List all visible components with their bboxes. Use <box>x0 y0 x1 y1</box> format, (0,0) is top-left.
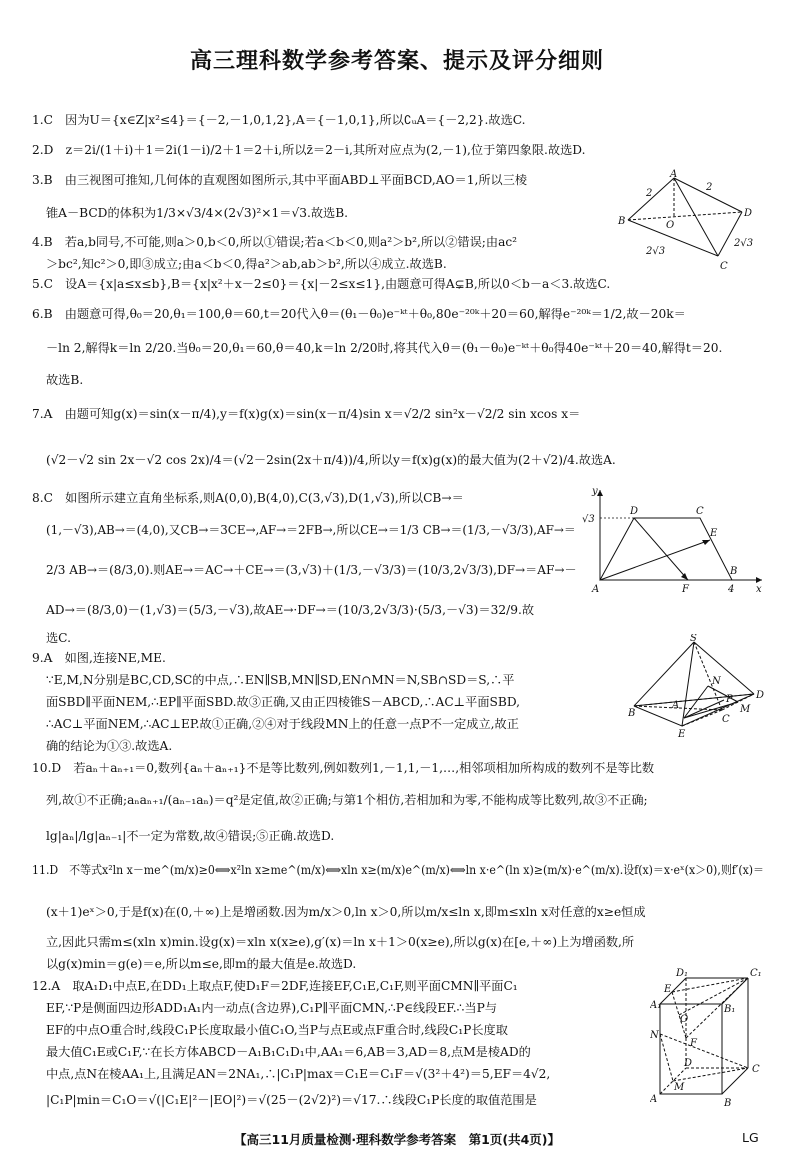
answer-line-q8b: (1,－√3),AB→＝(4,0),又CB→＝3CE→,AF→＝2FB→,所以CE→＝1/3 CB→＝(1/3,－√3/3),AF→＝ <box>46 523 576 537</box>
fig8-label-d: D <box>630 506 639 517</box>
fig8-label-b: B <box>730 566 738 577</box>
page-title: 高三理科数学参考答案、提示及评分细则 <box>189 49 604 74</box>
fig12-label-o: O <box>680 1014 689 1025</box>
fig9-label-b: B <box>628 708 636 719</box>
answer-line-q11a: 11.D 不等式x²ln x－me^(m/x)≥0⟺x²ln x≥me^(m/x)⟺xln x≥(m/x)e^(m/x)⟺ln x·e^(ln x)≥(m/x)·e^(m/x).设f(x)＝x·eˣ(x＞0),则f′(x)＝ <box>32 863 765 877</box>
answer-line-q1: 1.C 因为U＝{x∈Z|x²≤4}＝{－2,－1,0,1,2},A＝{－1,0,1},所以∁ᵤA＝{－2,2}.故选C. <box>32 113 526 127</box>
fig8-label-four: 4 <box>728 584 735 595</box>
answer-line-q11c: 立,因此只需m≤(xln x)min.设g(x)＝xln x(x≥e),g′(x)＝ln x＋1＞0(x≥e),所以g(x)在[e,＋∞)上为增函数,所 <box>46 935 635 949</box>
fig9-label-m: M <box>740 704 751 715</box>
fig8-label-y: y <box>592 486 598 497</box>
answer-line-q6b: －ln 2,解得k＝ln 2/20.当θ₀＝20,θ₁＝60,θ＝40,k＝ln 2/20时,将其代入θ＝(θ₁－θ₀)e⁻ᵏᵗ＋θ₀得40e⁻ᵏᵗ＋20＝40,解得t＝20. <box>46 341 723 355</box>
answer-line-q12e: 中点,点N在棱AA₁上,且满足AN＝2NA₁,∴|C₁P|max＝C₁E＝C₁F＝√(3²＋4²)＝5,EF＝4√2, <box>46 1067 551 1081</box>
fig12-label-b1: B₁ <box>724 1004 736 1015</box>
fig3-label-b: B <box>618 216 626 227</box>
answer-line-q4b: ＞bc²,知c²＞0,即③成立;由a＜b＜0,得a²＞ab,ab＞b²,所以④成立.故选B. <box>46 257 447 271</box>
fig9-label-s: S <box>690 634 697 644</box>
answer-line-q11d: 以g(x)min＝g(e)＝e,所以m≤e,即m的最大值是e.故选D. <box>46 957 357 971</box>
fig3-label-a: A <box>670 169 678 180</box>
fig9-label-e: E <box>678 729 686 738</box>
corner-code: LG <box>742 1130 759 1145</box>
fig12-label-e: E <box>664 984 672 995</box>
figure-q9-pyramid <box>628 634 768 738</box>
fig8-label-c: C <box>696 506 704 517</box>
answer-line-q8c: 2/3 AB→＝(8/3,0).则AE→＝AC→＋CE→＝(3,√3)＋(1/3,－√3/3)＝(10/3,2√3/3),DF→＝AF→－ <box>46 563 577 577</box>
fig3-label-o: O <box>666 220 675 231</box>
fig9-label-c: C <box>722 714 730 725</box>
fig9-label-d: D <box>756 690 765 701</box>
answer-line-q7b: (√2－√2 sin 2x－√2 cos 2x)/4＝(√2－2sin(2x＋π/4))/4,所以y＝f(x)g(x)的最大值为(2＋√2)/4.故选A. <box>46 453 616 467</box>
fig9-label-p: P <box>726 694 733 705</box>
answer-line-q9b: ∵E,M,N分别是BC,CD,SC的中点,∴EN∥SB,MN∥SD,EN∩MN＝N,SB∩SD＝S,∴平 <box>46 673 515 687</box>
fig12-label-c1: C₁ <box>750 968 762 979</box>
fig3-label-d: D <box>744 208 753 219</box>
answer-line-q12d: 最大值C₁E或C₁F,∵在长方体ABCD－A₁B₁C₁D₁中,AA₁＝6,AB＝3,AD＝8,点M是棱AD的 <box>46 1045 531 1059</box>
fig12-label-a: A <box>650 1094 658 1105</box>
answer-line-q7a: 7.A 由题可知g(x)＝sin(x－π/4),y＝f(x)g(x)＝sin(x－π/4)sin x＝√2/2 sin²x－√2/2 sin xcos x＝ <box>32 407 581 421</box>
fig8-label-x: x <box>756 584 762 595</box>
fig12-label-d: D <box>684 1058 693 1069</box>
answer-line-q11b: (x＋1)eˣ＞0,于是f(x)在(0,＋∞)上是增函数.因为m/x＞0,ln x＞0,所以m/x≤ln x,即m≤xln x对任意的x≥e恒成 <box>46 905 646 919</box>
fig9-label-a: A <box>672 700 680 711</box>
figure-q3-pyramid <box>616 168 766 273</box>
answer-line-q12c: EF的中点O重合时,线段C₁P长度取最小值C₁O,当P与点E或点F重合时,线段C₁P长度取 <box>46 1023 508 1037</box>
answer-line-q12f: |C₁P|min＝C₁O＝√(|C₁E|²－|EO|²)＝√(25－(2√2)²)＝√17.∴线段C₁P长度的取值范围是 <box>46 1093 537 1107</box>
answer-line-q9d: ∴AC⊥平面NEM,∴AC⊥EP.故①正确,②④对于线段MN上的任意一点P不一定成立,故正 <box>46 717 519 731</box>
answer-line-q3b: 锥A－BCD的体积为1/3×√3/4×(2√3)²×1＝√3.故选B. <box>46 206 349 220</box>
fig8-label-sqrt3: √3 <box>582 514 595 525</box>
fig12-label-c: C <box>752 1064 760 1075</box>
figure-q8-coordinate <box>580 484 770 596</box>
page-footer: 【高三11月质量检测·理科数学参考答案 第1页(共4页)】 <box>234 1132 560 1147</box>
figure-q12-cuboid <box>650 966 770 1108</box>
answer-line-q6a: 6.B 由题意可得,θ₀＝20,θ₁＝100,θ＝60,t＝20代入θ＝(θ₁－θ₀)e⁻ᵏᵗ＋θ₀,80e⁻²⁰ᵏ＋20＝60,解得e⁻²⁰ᵏ＝1/2,故－20k＝ <box>32 307 686 321</box>
fig9-label-n: N <box>712 676 721 687</box>
answer-line-q8a: 8.C 如图所示建立直角坐标系,则A(0,0),B(4,0),C(3,√3),D(1,√3),所以CB→＝ <box>32 491 464 505</box>
fig8-label-a: A <box>592 584 600 595</box>
fig12-label-f: F <box>690 1038 697 1049</box>
answer-line-q4a: 4.B 若a,b同号,不可能,则a＞0,b＜0,所以①错误;若a＜b＜0,则a²＞b²,所以②错误;由ac² <box>32 235 518 249</box>
answer-line-q8e: 选C. <box>46 631 71 645</box>
answer-line-q6c: 故选B. <box>46 373 84 387</box>
fig3-label-c: C <box>720 261 728 272</box>
fig8-label-f: F <box>682 584 689 595</box>
answer-line-q9c: 面SBD∥平面NEM,∴EP∥平面SBD.故③正确,又由正四棱锥S－ABCD,∴AC⊥平面SBD, <box>46 695 521 709</box>
answer-line-q12b: EF,∵P是侧面四边形ADD₁A₁内一动点(含边界),C₁P∥平面CMN,∴P∈线段EF.∴当P与 <box>46 1001 498 1015</box>
answer-line-q10b: 列,故①不正确;aₙaₙ₊₁/(aₙ₋₁aₙ)＝q²是定值,故②正确;与第1个相仿,若相加和为零,不能构成等比数列,故③不正确; <box>46 793 648 807</box>
fig3-label-edge-bc: 2√3 <box>646 246 666 257</box>
answer-line-q10a: 10.D 若aₙ＋aₙ₊₁＝0,数列{aₙ＋aₙ₊₁}不是等比数列,例如数列1,－1,1,－1,…,相邻项相加所构成的数列不是等比数 <box>32 761 655 775</box>
fig12-label-a1: A₁ <box>650 1000 662 1011</box>
answer-line-q9a: 9.A 如图,连接NE,ME. <box>32 651 166 665</box>
fig12-label-n: N <box>650 1030 659 1041</box>
fig3-label-edge-ad: 2 <box>706 182 713 193</box>
answer-line-q12a: 12.A 取A₁D₁中点E,在DD₁上取点F,使D₁F＝2DF,连接EF,C₁E,C₁F,则平面CMN∥平面C₁ <box>32 979 518 993</box>
fig12-label-m: M <box>674 1082 685 1093</box>
answer-line-q2: 2.D z＝2i/(1＋i)＋1＝2i(1－i)/2＋1＝2＋i,所以z̄＝2－i,其所对应点为(2,－1),位于第四象限.故选D. <box>32 143 586 157</box>
fig3-label-edge-cd: 2√3 <box>734 238 754 249</box>
fig8-label-e: E <box>710 528 718 539</box>
answer-line-q9e: 确的结论为①③.故选A. <box>46 739 173 753</box>
answer-line-q8d: AD→＝(8/3,0)－(1,√3)＝(5/3,－√3),故AE→·DF→＝(10/3,2√3/3)·(5/3,－√3)＝32/9.故 <box>46 603 535 617</box>
fig12-label-d1: D₁ <box>676 968 689 979</box>
answer-line-q5: 5.C 设A＝{x|a≤x≤b},B＝{x|x²＋x－2≤0}＝{x|－2≤x≤1},由题意可得A⊊B,所以0＜b－a＜3.故选C. <box>32 277 611 291</box>
answer-line-q10c: lg|aₙ|/lg|aₙ₋₁|不一定为常数,故④错误;⑤正确.故选D. <box>46 829 335 843</box>
fig3-label-edge-ab: 2 <box>646 188 653 199</box>
fig12-label-b: B <box>724 1098 732 1108</box>
answer-line-q3a: 3.B 由三视图可推知,几何体的直观图如图所示,其中平面ABD⊥平面BCD,AO＝1,所以三棱 <box>32 173 528 187</box>
